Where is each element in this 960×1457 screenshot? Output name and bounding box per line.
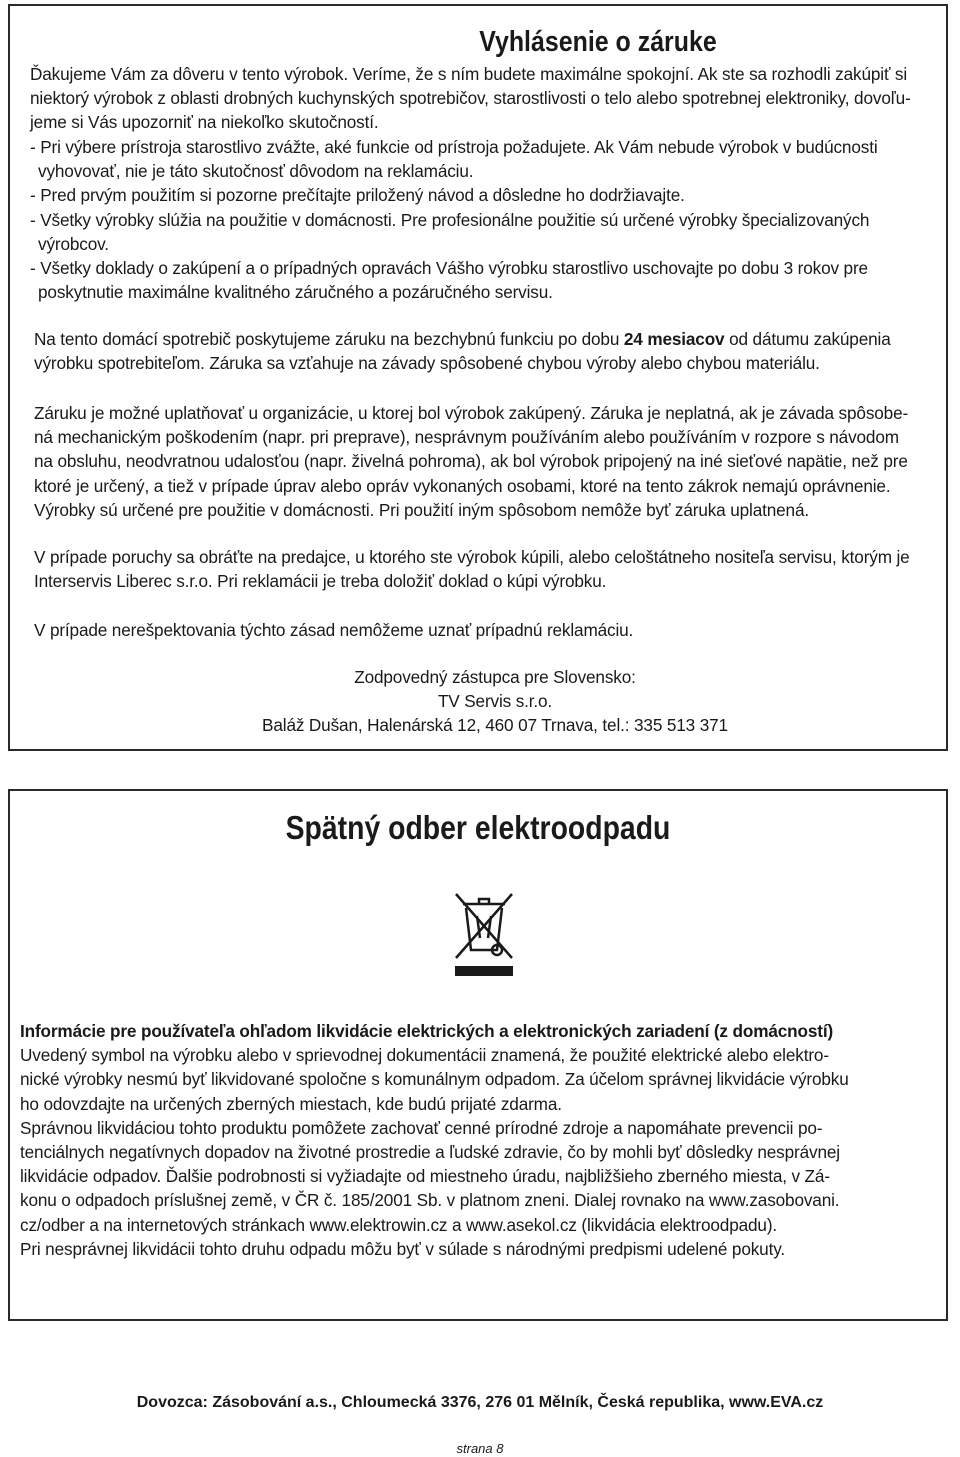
weee-section <box>8 789 948 1321</box>
warranty-intro: Ďakujeme Vám za dôveru v tento výrobok. Veríme, že s ním budete maximálne spokojní. Ak ste sa rozhodli zakúpiť si niektorý výrobok z oblasti drobných kuchynských spotrebičov, starostlivosti o telo alebo spotrebnej elektroniky, dovoľu- jeme si Vás upozorniť na niekoľko skutočností. <box>30 64 911 133</box>
warranty-title: Vyhlásenie o záruke <box>479 26 717 58</box>
weee-heading: Informácie pre používateľa ohľadom likvidácie elektrických a elektronických zariadení (z domácností) <box>20 1021 834 1041</box>
slovakia-representative: Zodpovedný zástupca pre Slovensko: TV Servis s.r.o. Baláž Dušan, Halenárská 12, 460 07 Trnava, tel.: 335 513 371 <box>262 667 728 736</box>
warranty-section <box>8 4 948 751</box>
warranty-notice-paragraph: V prípade nerešpektovania týchto zásad nemôžeme uznať prípadnú reklamáciu. <box>34 620 634 640</box>
crossed-out-wheelie-bin-icon <box>451 886 517 978</box>
list-item: - Pri výbere prístroja starostlivo zvážte, aké funkcie od prístroja požadujete. Ak Vám nebude výrobok v budúcnosti <box>30 137 878 157</box>
warranty-period-paragraph: Na tento domácí spotrebič poskytujeme záruku na bezchybnú funkciu po dobu 24 mesiacov od dátumu zakúpenia výrobku spotrebiteľom. Záruka sa vzťahuje na závady spôsobené chybou výroby alebo chybou materiálu. <box>34 329 891 374</box>
weee-title: Spätný odber elektroodpadu <box>285 809 671 846</box>
warranty-period: 24 mesiacov <box>623 329 725 349</box>
warranty-service-paragraph: V prípade poruchy sa obráťte na predajce, u ktorého ste výrobok kúpili, alebo celoštátneho nositeľa servisu, ktorým je Interservis Liberec s.r.o. Pri reklamácii je treba doložiť doklad o kúpi výrobku. <box>34 547 910 592</box>
list-item: - Všetky výrobky slúžia na použitie v domácnosti. Pre profesionálne použitie sú určené výrobky špecializovaných <box>30 209 870 230</box>
list-item: - Všetky doklady o zakúpení a o prípadných opravách Vášho výrobku starostlivo uschovajte po dobu 3 rokov pre <box>30 258 868 279</box>
importer-footer: Dovozca: Zásobování a.s., Chloumecká 3376, 276 01 Mělník, Česká republika, www.EVA.cz <box>136 1394 824 1411</box>
weee-info: Informácie pre používateľa ohľadom likvidácie elektrických a elektronických zariadení (z domácností) Uvedený symbol na výrobku alebo v sprievodnej dokumentácii znamená, že použité elektrické alebo elektro- nické výrobky nesmú byť likvidované spoločne s komunálnym odpadom. Za účelom správnej likvidácie výrobku ho odovzdajte na určených zberných miestach, kde budú prijaté zdarma. Správnou likvidáciou tohto produktu pomôžete zachovať cenné prírodné zdroje a napomáhate prevencii po- tenciálnych negatívnych dopadov na životné prostredie a ľudské zdravie, čo by mohli byť dôsledky nesprávnej likvidácie odpadov. Ďalšie podrobnosti si vyžiadajte od miestneho úradu, najbližšieho zberného miesta, v Zá- konu o odpadoch príslušnej země, v ČR č. 185/2001 Sb. v platnom zneni. Dialej rovnako na www.zasobovani. cz/odber a na internetových stránkach www.elektrowin.cz a www.asekol.cz (likvidácia elektroodpadu). Pri nesprávnej likvidácii tohto druhu odpadu môžu byť v súlade s národnými predpismi udelené pokuty. <box>20 1021 849 1259</box>
list-item: - Pred prvým použitím si pozorne prečítajte priložený návod a dôsledne ho dodržiavajte. <box>30 185 685 206</box>
warranty-bullet-list: - Pri výbere prístroja starostlivo zvážte, aké funkcie od prístroja požadujete. Ak Vám nebude výrobok v budúcnosti vyhovovať, nie je táto skutočnosť dôvodom na reklamáciu. - Pred prvým použitím si pozorne prečítajte priložený návod a dôsledne ho dodržiavajte. - Všetky výrobky slúžia na použitie v domácnosti. Pre profesionálne použitie sú určené výrobky špecializovaných výrobcov. - Všetky doklady o zakúpení a o prípadných opravách Vášho výrobku starostlivo uschovajte po dobu 3 rokov pre poskytnutie maximálne kvalitného záručného a pozáručného servisu. <box>30 137 878 303</box>
page-number: strana 8 <box>456 1441 504 1456</box>
warranty-conditions-paragraph: Záruku je možné uplatňovať u organizácie, u ktorej bol výrobok zakúpený. Záruka je neplatná, ak je závada spôsobe- ná mechanickým poškodením (napr. pri preprave), nesprávnym používáním alebo používáním v rozpore s návodom na obsluhu, neodvratnou udalosťou (napr. živelná pohroma), ak bol výrobok pripojený na iné sieťové napätie, než pre ktoré je určený, a tiež v prípade úprav alebo opráv vykonaných osobami, ktoré na tento zákrok nemajú oprávnenie. Výrobky sú určené pre použitie v domácnosti. Pri použití iným spôsobom nemôže byť záruka uplatnená. <box>34 403 909 520</box>
